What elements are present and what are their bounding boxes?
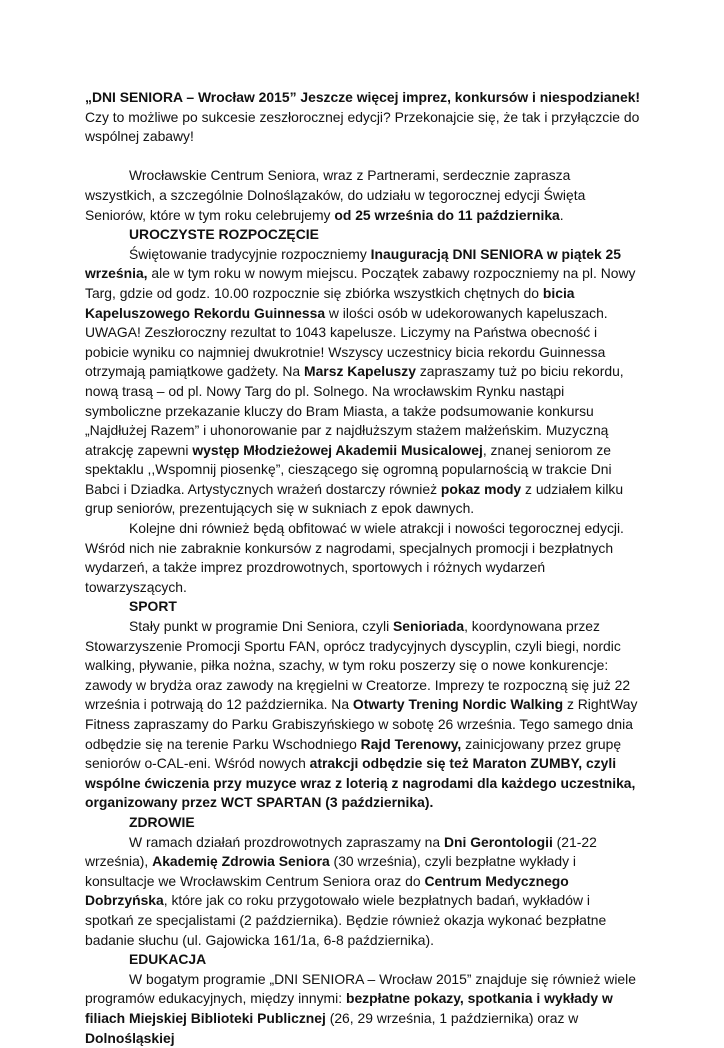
paragraph-opening: Świętowanie tradycyjnie rozpoczniemy Inauguracją DNI SENIORA w piątek 25 września, ale w tym roku w nowym miejscu. Początek zabawy rozpoczniemy na pl. Nowy Targ, gdzie od godz. 10.00 rozpocznie się zbiórka wszystkich chętnych do bicia Kapeluszowego Rekordu Guinnessa w ilości osób w udekorowanych kapeluszach. UWAGA! Zeszłoroczny rezultat to 1043 kapelusze. Liczymy na Państwa obecność i pobicie wyniku co najmniej dwukrotnie! Wszyscy uczestnicy bicia rekordu Guinnessa otrzymają pamiątkowe gadżety. Na Marsz Kapeluszy zapraszamy tuż po biciu rekordu, nową trasą – od pl. Nowy Targ do pl. Solnego. Na wrocławskim Rynku nastąpi symboliczne przekazanie kluczy do Bram Miasta, a także podsumowanie konkursu „Najdłużej Razem” i uhonorowanie par z najdłuższym stażem małżeńskim. Muzyczną atrakcję zapewni występ Młodzieżowej Akademii Musicalowej, znanej seniorom ze spektaklu ,,Wspomnij piosenkę”, cieszącego się ogromną popularnością w trakcie Dni Babci i Dziadka. Artystycznych wrażeń dostarczy również pokaz mody z udziałem kilku grup seniorów, prezentujących się w sukniach z epok dawnych. [85,245,636,517]
section-heading-opening: UROCZYSTE ROZPOCZĘCIE [129,226,319,243]
paragraph-invitation: Wrocławskie Centrum Seniora, wraz z Partnerami, serdecznie zaprasza wszystkich, a szczególnie Dolnoślązaków, do udziału w tegorocznej edycji Święta Seniorów, które w tym roku celebrujemy od 25 września do 11 października. [85,167,586,223]
paragraph-education: W bogatym programie „DNI SENIORA – Wrocław 2015” znajduje się również wiele programów edukacyjnych, między innymi: bezpłatne pokazy, spotkania i wykłady w filiach Miejskiej Biblioteki Publicznej (26, 29 września, 1 października) oraz w Dolnośląskiej [85,970,636,1046]
paragraph-health: W ramach działań prozdrowotnych zapraszamy na Dni Gerontologii (21-22 września), Akademię Zdrowia Seniora (30 września), czyli bezpłatne wykłady i konsultacje we Wrocławskim Centrum Seniora oraz do Centrum Medycznego Dobrzyńska, które jak co roku przygotowało wiele bezpłatnych badań, wykładów i spotkań ze specjalistami (2 października). Będzie również okazja wykonać bezpłatne badanie słuchu (ul. Gajowicka 161/1a, 6-8 października). [85,833,607,948]
document-page [85,88,641,1048]
section-heading-sport: SPORT [129,598,177,615]
paragraph-attractions: Kolejne dni również będą obfitować w wiele atrakcji i nowości tegorocznej edycji. Wśród nich nie zabraknie konkursów z nagrodami, specjalnych promocji i bezpłatnych wydarzeń, a także imprez prozdrowotnych, sportowych i różnych wydarzeń towarzyszących. [85,520,624,595]
section-heading-education: EDUKACJA [129,951,207,968]
intro-title: „DNI SENIORA – Wrocław 2015” Jeszcze więcej imprez, konkursów i niespodzianek! [85,89,641,105]
section-heading-health: ZDROWIE [129,813,195,830]
paragraph-sport: Stały punkt w programie Dni Seniora, czyli Senioriada, koordynowana przez Stowarzyszenie Promocji Sportu FAN, oprócz tradycyjnych dyscyplin, czyli biegi, nordic walking, pływanie, piłka nożna, szachy, w tym roku poszerzy się o nowe konkurencje: zawody w brydża oraz zawody na kręgielni w Creatorze. Imprezy te rozpoczną się już 22 września i potrwają do 12 października. Na Otwarty Trening Nordic Walking z RightWay Fitness zapraszamy do Parku Grabiszyńskiego w sobotę 26 września. Tego samego dnia odbędzie się na terenie Parku Wschodniego Rajd Terenowy, zainicjowany przez grupę seniorów o-CAL-eni. Wśród nowych atrakcji odbędzie się też Maraton ZUMBY, czyli wspólne ćwiczenia przy muzyce wraz z loterią z nagrodami dla każdego uczestnika, organizowany przez WCT SPARTAN (3 października). [85,618,638,811]
blank-line [85,147,641,167]
intro-text: Czy to możliwe po sukcesie zeszłorocznej edycji? Przekonajcie się, że tak i przyłączcie do wspólnej zabawy! [85,108,640,145]
